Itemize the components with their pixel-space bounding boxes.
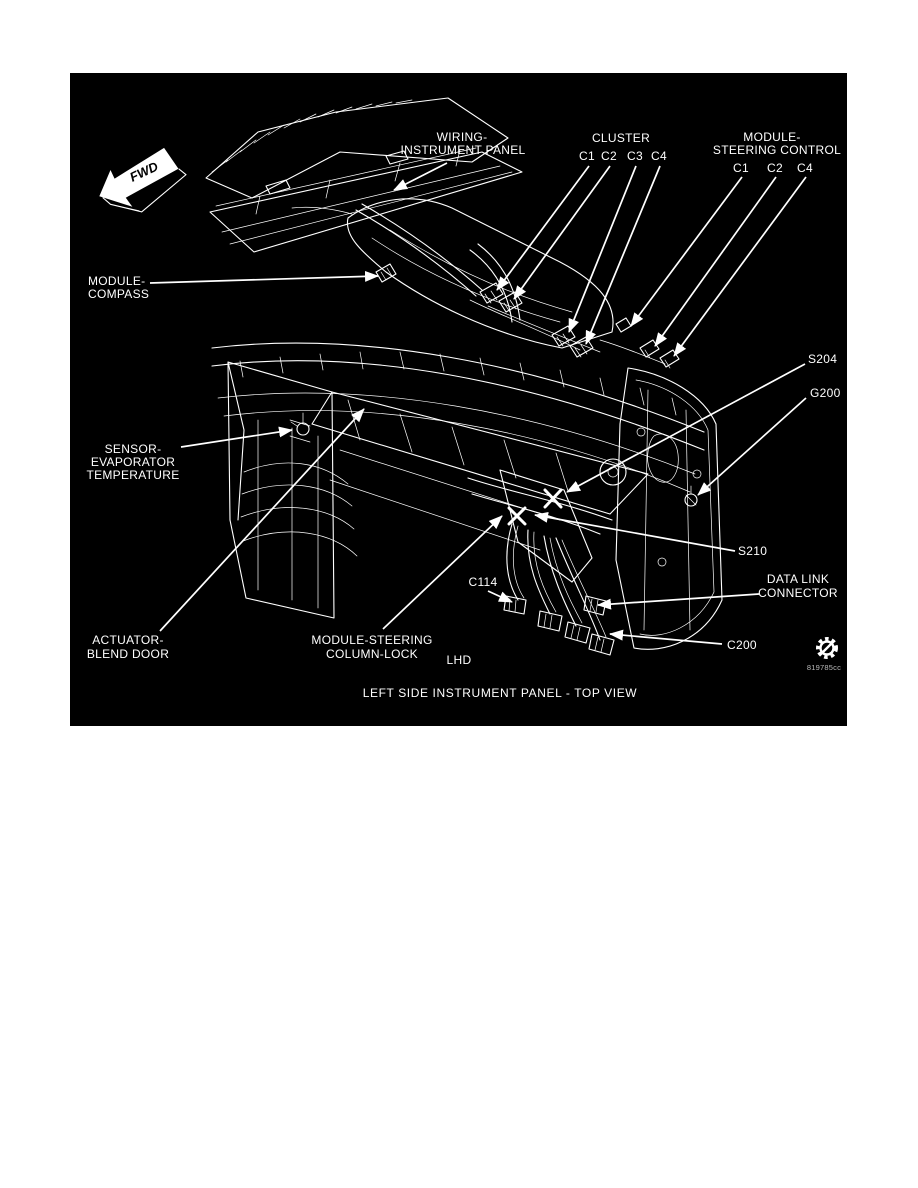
label-cluster-c3: C3 bbox=[627, 149, 643, 163]
label-c200: C200 bbox=[727, 638, 757, 652]
label-column-lock-1: MODULE-STEERING bbox=[311, 633, 433, 647]
leader-s204 bbox=[567, 364, 805, 492]
leader-wiring-instrument-panel bbox=[394, 163, 447, 190]
gear-slash-icon bbox=[818, 639, 836, 657]
label-msc-1: MODULE- bbox=[743, 130, 801, 144]
leader-msc-c1 bbox=[631, 177, 742, 326]
part-code: 819785cc bbox=[806, 663, 842, 672]
label-dlc-1: DATA LINK bbox=[766, 572, 830, 586]
door-frame-art bbox=[616, 368, 722, 649]
fwd-label: FWD bbox=[127, 158, 161, 185]
leader-lines bbox=[150, 163, 806, 644]
label-g200: G200 bbox=[810, 386, 841, 400]
label-sensor-evap-1: SENSOR- bbox=[104, 442, 162, 456]
cowl-panel-art bbox=[206, 98, 522, 252]
evap-sensor-stem bbox=[291, 413, 303, 426]
label-lhd: LHD bbox=[446, 653, 472, 667]
leader-s210 bbox=[535, 515, 735, 551]
label-cluster-c2: C2 bbox=[601, 149, 617, 163]
label-cluster-c4: C4 bbox=[651, 149, 667, 163]
callout-labels bbox=[86, 130, 841, 667]
dash-top-cover-art bbox=[347, 199, 613, 348]
label-c114: C114 bbox=[468, 575, 498, 589]
label-msc-c2: C2 bbox=[767, 161, 783, 175]
leader-column-lock bbox=[383, 516, 502, 629]
door-bolt-3 bbox=[658, 558, 666, 566]
leader-cluster-c1 bbox=[497, 166, 589, 290]
figure-panel bbox=[70, 73, 847, 726]
label-wiring-instrument-panel-1: WIRING- bbox=[436, 130, 488, 144]
label-actuator-blend-door-1: ACTUATOR- bbox=[92, 633, 164, 647]
label-msc-c1: C1 bbox=[733, 161, 749, 175]
cowl-hatching bbox=[212, 100, 512, 244]
cowl-band-art bbox=[212, 343, 704, 450]
label-actuator-blend-door-2: BLEND DOOR bbox=[86, 647, 170, 661]
diagram-svg bbox=[70, 73, 847, 726]
label-cluster: CLUSTER bbox=[591, 131, 651, 145]
label-sensor-evap-3: TEMPERATURE bbox=[86, 468, 180, 482]
label-msc-c4: C4 bbox=[797, 161, 813, 175]
leader-data-link-connector bbox=[598, 594, 759, 605]
leader-sensor-evap bbox=[181, 430, 292, 447]
fwd-arrow-icon bbox=[92, 143, 192, 225]
label-column-lock-2: COLUMN-LOCK bbox=[326, 647, 418, 661]
label-dlc-2: CONNECTOR bbox=[758, 586, 838, 600]
instrument-panel-line-art bbox=[206, 98, 722, 655]
label-module-compass-2: COMPASS bbox=[88, 287, 150, 301]
label-s204: S204 bbox=[808, 352, 838, 366]
label-sensor-evap-2: EVAPORATOR bbox=[90, 455, 176, 469]
label-msc-2: STEERING CONTROL bbox=[712, 143, 842, 157]
door-bolt-1 bbox=[637, 428, 645, 436]
leader-msc-c2 bbox=[655, 177, 776, 346]
hvac-ribs bbox=[241, 420, 357, 608]
label-cluster-c1: C1 bbox=[579, 149, 595, 163]
leader-cluster-c2 bbox=[514, 166, 610, 299]
label-module-compass-1: MODULE- bbox=[88, 274, 146, 288]
label-s210: S210 bbox=[738, 544, 768, 558]
leader-msc-c4 bbox=[674, 177, 806, 356]
leader-cluster-c4 bbox=[586, 166, 660, 344]
leader-c200 bbox=[610, 634, 722, 644]
evap-sensor-art bbox=[297, 423, 309, 435]
label-wiring-instrument-panel-2: INSTRUMENT PANEL bbox=[400, 143, 526, 157]
figure-caption: LEFT SIDE INSTRUMENT PANEL - TOP VIEW bbox=[362, 686, 638, 700]
leader-module-compass bbox=[150, 276, 378, 283]
dash-top-cover-detail bbox=[292, 207, 572, 322]
cowl-band-detail bbox=[218, 352, 695, 492]
